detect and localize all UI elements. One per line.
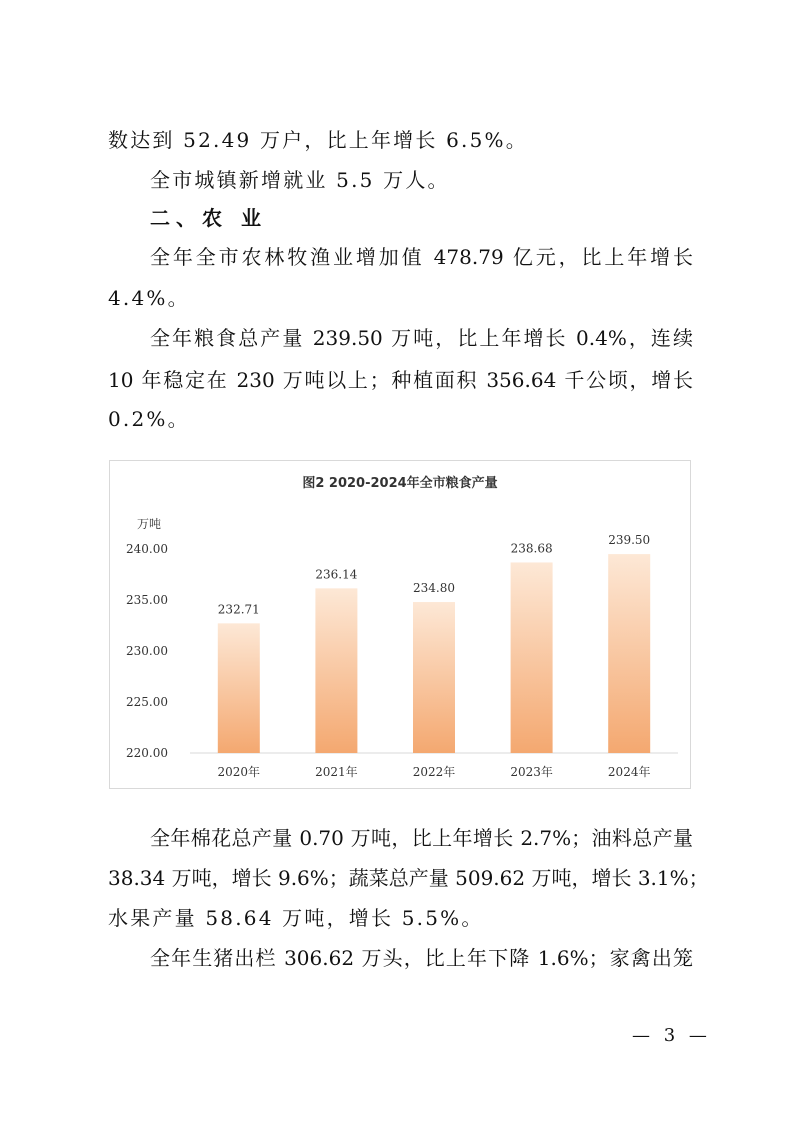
data-label: 238.68 [510, 541, 553, 556]
paragraph-line: 10 年稳定在 230 万吨以上；种植面积 356.64 千公顷，增长 [108, 368, 693, 392]
x-tick-label: 2024年 [607, 765, 651, 779]
paragraph-line: 全年棉花总产量 0.70 万吨，比上年增长 2.7%；油料总产量 [150, 826, 693, 850]
bar [413, 602, 455, 753]
y-axis-label: 万吨 [136, 517, 162, 531]
paragraph-line: 数达到 52.49 万户，比上年增长 6.5%。 [108, 128, 528, 152]
paragraph-line: 水果产量 58.64 万吨，增长 5.5%。 [108, 906, 484, 930]
paragraph-line: 38.34 万吨，增长 9.6%；蔬菜总产量 509.62 万吨，增长 3.1%； [108, 866, 709, 890]
y-tick-label: 230.00 [126, 644, 168, 658]
data-label: 232.71 [217, 602, 260, 617]
chart-title: 图2 2020-2024年全市粮食产量 [302, 476, 498, 491]
data-label: 239.50 [608, 533, 651, 548]
paragraph-line: 全年生猪出栏 306.62 万头，比上年下降 1.6%；家禽出笼 [150, 946, 693, 970]
section-heading: 二、农 业 [150, 206, 267, 230]
chart-canvas [110, 461, 690, 788]
paragraph-line: 全年全市农林牧渔业增加值 478.79 亿元，比上年增长 [150, 245, 693, 269]
paragraph-line: 全年粮食总产量 239.50 万吨，比上年增长 0.4%，连续 [150, 326, 693, 350]
x-tick-label: 2023年 [510, 765, 553, 779]
paragraph-line: 全市城镇新增就业 5.5 万人。 [150, 168, 450, 192]
y-tick-label: 235.00 [126, 593, 168, 607]
data-label: 236.14 [315, 567, 358, 582]
grain-output-chart [109, 460, 691, 789]
y-tick-label: 240.00 [126, 542, 168, 556]
x-tick-label: 2022年 [412, 765, 456, 779]
x-tick-label: 2021年 [315, 765, 358, 779]
data-label: 234.80 [413, 581, 455, 596]
bar [608, 554, 650, 753]
bar [218, 623, 260, 753]
bar [315, 588, 357, 753]
x-tick-label: 2020年 [217, 765, 261, 779]
bar [511, 562, 553, 753]
y-tick-label: 220.00 [126, 746, 168, 760]
page-number: — 3 — [632, 1025, 711, 1046]
paragraph-line: 4.4%。 [108, 286, 190, 310]
y-tick-label: 225.00 [126, 695, 168, 709]
paragraph-line: 0.2%。 [108, 407, 190, 431]
